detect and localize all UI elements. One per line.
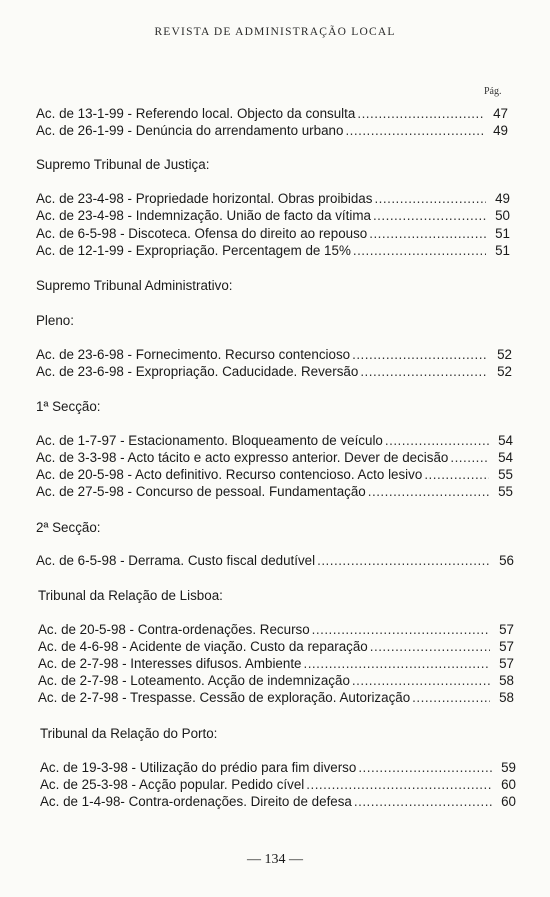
toc-entry: Ac. de 20-5-98 - Acto definitivo. Recurso contencioso. Acto lesivo ..... 55	[36, 467, 513, 483]
toc-entry: Ac. de 1-4-98- Contra-ordenações. Direito de defesa ..... 60	[40, 794, 516, 810]
section-heading-seccao-1: 1ª Secção:	[36, 399, 101, 414]
toc-entry: Ac. de 23-6-98 - Fornecimento. Recurso contencioso ..... 52	[36, 347, 512, 363]
toc-entry: Ac. de 13-1-99 - Referendo local. Objecto da consulta ..... 47	[36, 106, 508, 122]
toc-entry: Ac. de 1-7-97 - Estacionamento. Bloqueamento de veículo ..... 54	[36, 433, 513, 449]
section-heading-seccao-2: 2ª Secção:	[36, 520, 101, 535]
toc-entry: Ac. de 19-3-98 - Utilização do prédio para fim diverso ..... 59	[40, 760, 516, 776]
toc-entry: Ac. de 12-1-99 - Expropriação. Percentagem de 15% ..... 51	[36, 243, 510, 259]
toc-entry: Ac. de 23-4-98 - Propriedade horizontal. Obras proibidas ..... 49	[36, 191, 510, 207]
toc-entry: Ac. de 4-6-98 - Acidente de viação. Custo da reparação ..... 57	[38, 639, 514, 655]
section-heading-sta: Supremo Tribunal Administrativo:	[36, 278, 233, 293]
toc-entry: Ac. de 23-4-98 - Indemnização. União de facto da vítima ..... 50	[36, 208, 510, 224]
toc-entry: Ac. de 6-5-98 - Derrama. Custo fiscal dedutível ..... 56	[36, 553, 514, 569]
page-column-label: Pág.	[484, 86, 502, 97]
section-heading-relacao-lisboa: Tribunal da Relação de Lisboa:	[38, 588, 223, 603]
section-heading-stj: Supremo Tribunal de Justiça:	[36, 157, 210, 172]
page-number: — 134 —	[247, 852, 303, 867]
toc-entry: Ac. de 25-3-98 - Acção popular. Pedido cível ..... 60	[40, 777, 516, 793]
toc-entry: Ac. de 20-5-98 - Contra-ordenações. Recurso ..... 57	[38, 622, 514, 638]
toc-entry: Ac. de 2-7-98 - Loteamento. Acção de indemnização ..... 58	[38, 673, 514, 689]
toc-entry: Ac. de 2-7-98 - Interesses difusos. Ambiente ..... 57	[38, 656, 514, 672]
toc-entry: Ac. de 23-6-98 - Expropriação. Caducidade. Reversão ..... 52	[36, 364, 512, 380]
toc-entry: Ac. de 6-5-98 - Discoteca. Ofensa do direito ao repouso ..... 51	[36, 226, 510, 242]
section-heading-pleno: Pleno:	[36, 313, 74, 328]
toc-entry: Ac. de 26-1-99 - Denúncia do arrendamento urbano ..... 49	[36, 123, 508, 139]
toc-entry: Ac. de 27-5-98 - Concurso de pessoal. Fundamentação ..... 55	[36, 484, 513, 500]
toc-entry: Ac. de 2-7-98 - Trespasse. Cessão de exploração. Autorização ..... 58	[38, 690, 514, 706]
running-title: REVISTA DE ADMINISTRAÇÃO LOCAL	[154, 26, 396, 38]
toc-entry: Ac. de 3-3-98 - Acto tácito e acto expresso anterior. Dever de decisão ..... 54	[36, 450, 513, 466]
section-heading-relacao-porto: Tribunal da Relação do Porto:	[40, 726, 218, 741]
